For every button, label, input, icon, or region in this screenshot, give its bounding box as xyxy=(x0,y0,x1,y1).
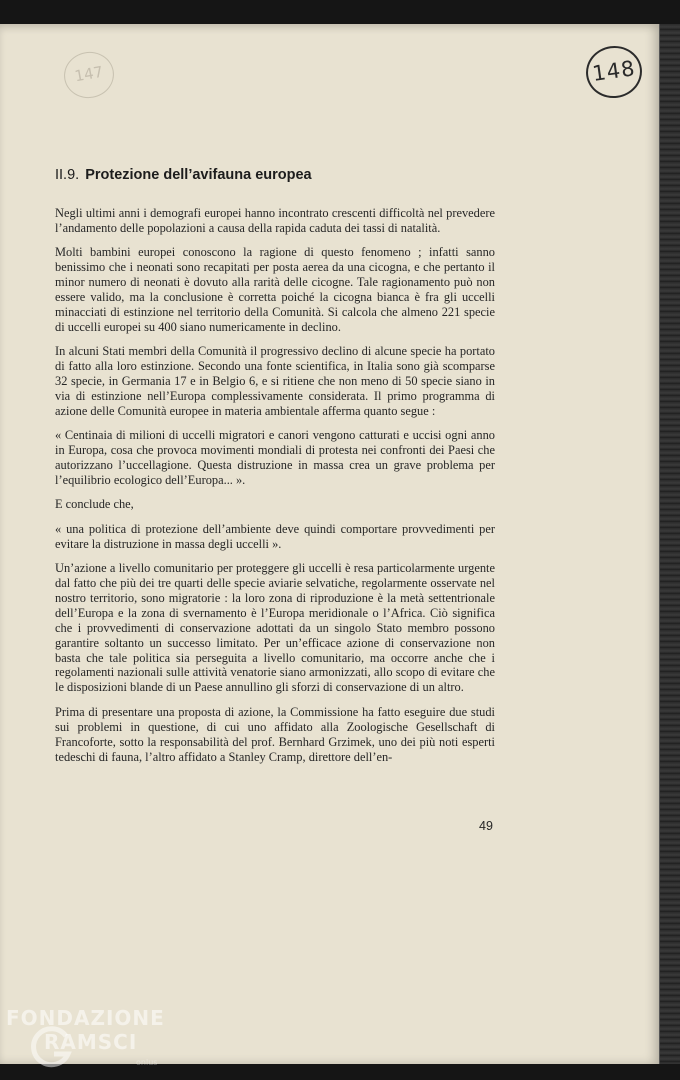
paragraph: E conclude che, xyxy=(55,497,134,512)
section-title: Protezione dell’avifauna europea xyxy=(85,167,312,183)
body-text xyxy=(55,206,495,774)
fondazione-gramsci-watermark xyxy=(6,1006,176,1076)
paragraph: Prima di presentare una proposta di azione, la Commissione ha fatto eseguire due studi sui problemi in questione, di cui uno affidato alla Zoologische Gesellschaft di Francoforte, sotto la responsabilità del prof. Bernhard Grzimek, uno dei più noti esperti tedeschi di fauna, l’altro affidato a Stanley Cramp, direttore dell’en- xyxy=(55,704,495,764)
paragraph: Molti bambini europei conoscono la ragione di questo fenomeno ; infatti sanno benissimo che i neonati sono recapitati per posta aerea da una cicogna, e che pertanto il minor numero di neonati è dovuto alla rarità delle cicogne. Tale ragionamento può non essere valido, ma la conclusione è corretta poiché la cicogna bianca è fra gli uccelli minacciati di estinzione nel territorio della Comunità. Si calcola che almeno 221 specie di uccelli europei su 400 siano numericamente in declino. xyxy=(55,245,495,334)
paragraph: In alcuni Stati membri della Comunità il progressivo declino di alcune specie ha portato di fatto alla loro estinzione. Secondo una fonte scientifica, in Italia sono già scomparse 32 specie, in Germania 17 e in Belgio 6, e si ritiene che non meno di 50 specie siano in via di estinzione nell’Europa complessivamente considerata. Il primo programma di azione delle Comunità europee in materia ambientale afferma quanto segue : xyxy=(55,344,495,418)
section-heading xyxy=(55,167,312,183)
paragraph: Negli ultimi anni i demografi europei hanno incontrato crescenti difficoltà nel prevedere l’andamento delle popolazioni a causa della rapida caduta dei tassi di natalità. xyxy=(55,206,495,235)
faint-stamp-number: 147 xyxy=(60,48,117,102)
paragraph: Un’azione a livello comunitario per proteggere gli uccelli è resa particolarmente urgente dal fatto che più dei tre quarti delle specie aviarie selvatiche, regolarmente osservate nel nostro territorio, sono migratorie : la loro zona di riproduzione è la metà settentrionale dell’Europa e la zona di svernamento è l’Europa meridionale o l’Africa. Ciò significa che i provvedimenti di conservazione adottati da un singolo Stato membro possono garantire soltanto un successo limitato. Per un’efficace azione di conservazione non basta che tale politica sia perseguita a livello comunitario, ma occorre anche che i regolamenti nazionali sulle attività venatorie siano armonizzati, allo scopo di evitare che le disposizioni blande di un Paese annullino gli sforzi di conservazione di un altro. xyxy=(55,561,495,695)
book-binding-edge xyxy=(659,24,680,1064)
page-folio-number: 49 xyxy=(479,819,493,833)
watermark-sub: onlus xyxy=(136,1058,158,1067)
watermark-line1: FONDAZIONE xyxy=(6,1006,165,1030)
watermark-line2: RAMSCI xyxy=(44,1030,138,1054)
section-number: II.9. xyxy=(55,167,80,183)
handwritten-circled-page-number: 148 xyxy=(583,42,646,101)
quote-paragraph: « Centinaia di milioni di uccelli migratori e canori vengono catturati e uccisi ogni anno in Europa, cosa che provoca movimenti mondiali di protesta nei confronti dei Paesi che autorizzano l’uccellagione. Questa distruzione in massa crea un grave problema per l’equilibrio ecologico dell’Europa... ». xyxy=(55,428,495,487)
quote-paragraph: « una politica di protezione dell’ambiente deve quindi comportare provvedimenti per evitare la distruzione in massa degli uccelli ». xyxy=(55,521,495,551)
